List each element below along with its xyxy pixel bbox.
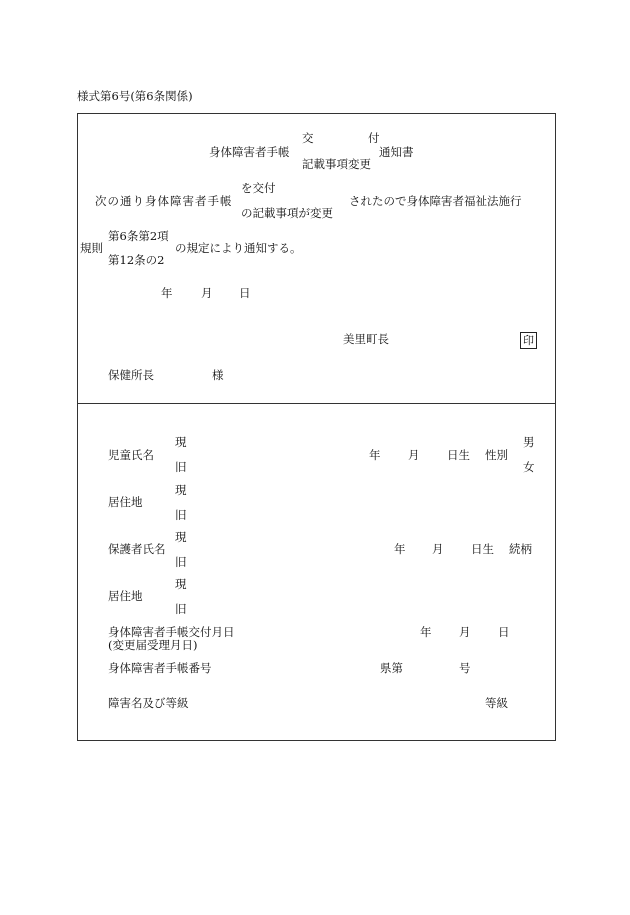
residence1-old: 旧 xyxy=(175,508,187,522)
grade-label: 等級 xyxy=(485,696,508,710)
residence2-old: 旧 xyxy=(175,602,187,616)
child-current: 現 xyxy=(175,435,187,449)
title-prefix: 身体障害者手帳 xyxy=(209,145,290,159)
date-month: 月 xyxy=(201,286,213,300)
residence2-current: 現 xyxy=(175,577,187,591)
sex-female: 女 xyxy=(523,460,535,474)
body-line2-choice-lower: 第12条の2 xyxy=(108,253,165,267)
child-birth-month: 月 xyxy=(408,448,420,462)
body-line1-suffix: されたので身体障害者福祉法施行 xyxy=(349,194,522,208)
date-year: 年 xyxy=(161,286,173,300)
number-suffix: 号 xyxy=(459,661,471,675)
relationship-label: 続柄 xyxy=(509,542,532,556)
addressee-honorific: 様 xyxy=(212,368,224,382)
date-day: 日 xyxy=(239,286,251,300)
child-name-label: 児童氏名 xyxy=(108,448,154,462)
issue-date-sub: (変更届受理月日) xyxy=(108,638,198,652)
disability-label: 障害名及び等級 xyxy=(108,696,189,710)
body-line1-choice-upper: を交付 xyxy=(241,181,276,195)
title-choice-lower: 記載事項変更 xyxy=(302,157,371,171)
child-birth-day: 日生 xyxy=(447,448,470,462)
issue-month: 月 xyxy=(459,625,471,639)
child-old: 旧 xyxy=(175,460,187,474)
guardian-current: 現 xyxy=(175,530,187,544)
sender: 美里町長 xyxy=(343,332,389,346)
residence1-label: 居住地 xyxy=(108,495,143,509)
issue-day: 日 xyxy=(498,625,510,639)
body-line2-prefix: 規則 xyxy=(80,241,103,255)
body-line1-choice-lower: の記載事項が変更 xyxy=(241,206,333,220)
guardian-birth-year: 年 xyxy=(394,542,406,556)
residence1-current: 現 xyxy=(175,483,187,497)
residence2-label: 居住地 xyxy=(108,589,143,603)
sex-label: 性別 xyxy=(485,448,508,462)
body-line2-suffix: の規定により通知する。 xyxy=(175,241,302,255)
prefecture-label: 県第 xyxy=(380,661,403,675)
guardian-birth-month: 月 xyxy=(432,542,444,556)
child-birth-year: 年 xyxy=(369,448,381,462)
title-choice-upper-1: 交 xyxy=(302,131,314,145)
title-choice-upper-2: 付 xyxy=(368,131,380,145)
sex-male: 男 xyxy=(523,435,535,449)
addressee-name: 保健所長 xyxy=(108,368,154,382)
issue-year: 年 xyxy=(420,625,432,639)
form-label: 様式第6号(第6条関係) xyxy=(77,89,193,103)
guardian-birth-day: 日生 xyxy=(471,542,494,556)
seal-stamp: 印 xyxy=(520,332,537,349)
title-suffix: 通知書 xyxy=(379,145,414,159)
guardian-name-label: 保護者氏名 xyxy=(108,542,166,556)
body-line2-choice-upper: 第6条第2項 xyxy=(108,229,169,243)
issue-date-label: 身体障害者手帳交付月日 xyxy=(108,625,235,639)
guardian-old: 旧 xyxy=(175,555,187,569)
body-line1-prefix: 次の通り身体障害者手帳 xyxy=(95,194,233,208)
number-label: 身体障害者手帳番号 xyxy=(108,661,212,675)
